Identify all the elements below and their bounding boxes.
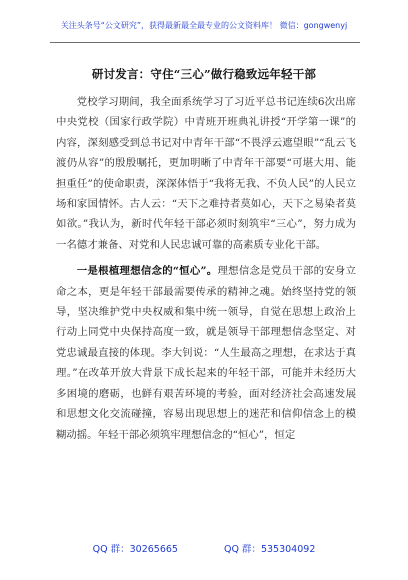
header-divider xyxy=(50,42,360,43)
paragraph-lead-heading: 一是根植理想信念的“恒心”。 xyxy=(76,265,218,278)
header-promo-note: 关注头条号“公文研究”，获得最新最全最专业的公文资料库！ 微信：gongwenyj xyxy=(60,21,348,30)
footer-qq-groups xyxy=(0,541,408,555)
body-paragraph xyxy=(56,261,356,445)
paragraph-text: 理想信念是党员干部的安身立命之本，更是年轻干部最需要传承的精神之魂。始终坚持党的领导，坚决维护党中央权威和集中统一领导，自觉在思想上政治上行动上同党中央保持高度一致，就是领导干部理想信念坚定、对党忠诚最直接的体现。李大钊说：“人生最高之理想，在求达于真理。”在改革开放大背景下成长起来的年轻干部，可能并未经历大多困境的磨砺，也鲜有艰苦环境的考验，面对经济社会高速发展和思想文化交流碰撞，容易出现思想上的迷茫和信仰信念上的模糊动摇。年轻干部必须筑牢理想信念的“恒心”，恒定 xyxy=(56,265,356,441)
document-title: 研讨发言：守住“三心”做行稳致远年轻干部 xyxy=(91,67,317,81)
document-body xyxy=(56,92,356,445)
paragraph-text: 党校学习期间，我全面系统学习了习近平总书记连续6次出席中央党校（国家行政学院）中青班开班典礼讲授“开学第一课”的内容，深刻感受到总书记对中青年干部“不畏浮云遮望眼”“乱云飞渡仍从容”的殷殷嘱托，更加明晰了中青年干部要“可堪大用、能担重任”的使命职责，深深体悟于“我将无我、不负人民”的人民立场和家国情怀。古人云：“天下之难持者莫如心，天下之易染者莫如欲。”我认为，新时代年轻干部必须时刻筑牢“三心”，努力成为一名德才兼备、对党和人民忠诚可靠的高素质专业化干部。 xyxy=(56,96,356,251)
body-paragraph xyxy=(56,92,356,255)
qq-group-1: QQ 群：30265665 xyxy=(92,544,178,555)
qq-group-2: QQ 群：535304092 xyxy=(223,544,316,555)
